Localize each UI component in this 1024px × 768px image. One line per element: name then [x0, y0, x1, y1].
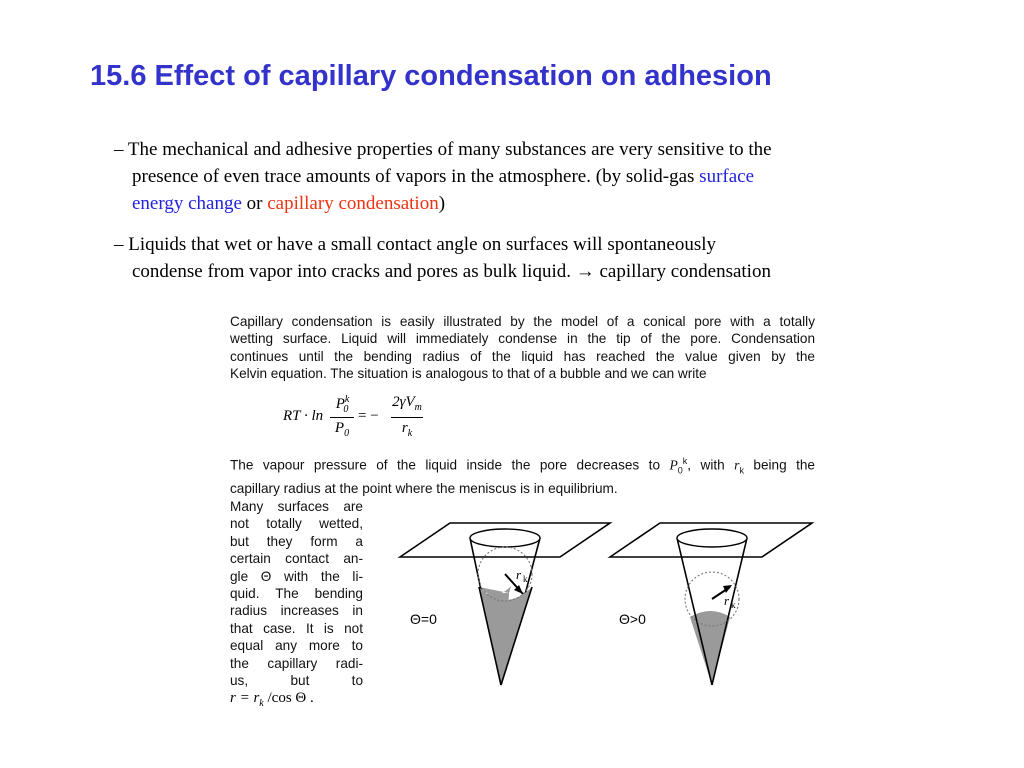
- side-formula-rest: /cos Θ .: [263, 690, 314, 706]
- intro-line: Kelvin equation. The situation is analogous to that of a bubble and we can write: [230, 366, 707, 382]
- equation-rhs-numerator: [391, 394, 423, 413]
- side-line: us, but to: [230, 673, 363, 689]
- conical-pore-diagram: [395, 495, 835, 695]
- figure-intro-paragraph: [230, 313, 815, 383]
- equation-p: P: [335, 396, 345, 412]
- vapour-sup: k: [682, 456, 688, 466]
- or-word: or: [241, 193, 268, 214]
- side-line: radius increases in: [230, 603, 363, 619]
- intro-line: continues until the bending radius of the liquid has reached the value given by the: [230, 348, 815, 364]
- side-line: the capillary radi-: [230, 655, 363, 671]
- vapour-text-c: being the: [743, 457, 815, 473]
- side-line: Many surfaces are: [230, 499, 363, 514]
- side-line: that case. It is not: [230, 620, 363, 636]
- vapour-paragraph: [230, 453, 815, 497]
- side-line: equal any more to: [230, 638, 363, 654]
- radius-label-left: r: [516, 567, 522, 582]
- bullet-1-text: presence of even trace amounts of vapors in the atmosphere. (by solid-gas: [132, 166, 700, 187]
- vapour-text-a: The vapour pressure of the liquid inside the pore decreases to: [230, 457, 670, 473]
- bullet-2: [114, 231, 914, 285]
- cone-rim-right: [677, 529, 747, 547]
- fraction-bar-rhs: [391, 417, 423, 418]
- bullet-2-line-2: condense from vapor into cracks and pores as bulk liquid. → capillary condensation: [132, 261, 771, 282]
- r-symbol: r: [401, 420, 408, 436]
- pore-theta-zero: [400, 523, 610, 685]
- vapour-line-2: capillary radius at the point where the meniscus is in equilibrium.: [230, 480, 618, 496]
- side-paragraph: [230, 498, 363, 689]
- side-formula-r: r = r: [230, 690, 260, 706]
- radius-sub-right: k: [731, 600, 736, 610]
- equation-p0: P: [334, 420, 345, 436]
- bullet-1-line-2: [114, 163, 914, 190]
- bullet-1-line-3: [114, 190, 914, 217]
- side-line: not totally wetted,: [230, 516, 363, 532]
- side-formula: [230, 690, 314, 709]
- label-theta-positive: Θ>0: [619, 611, 646, 627]
- vapour-sub: 0: [677, 465, 683, 476]
- highlight-energy-change: energy change: [132, 193, 242, 214]
- vapour-text-b: , with: [687, 457, 735, 473]
- sub-m: m: [414, 402, 422, 413]
- two-gamma-v: 2γV: [392, 394, 415, 410]
- cone-edge-right-b: [712, 538, 747, 685]
- radius-sub-left: k: [523, 574, 528, 584]
- highlight-surface: surface: [699, 166, 755, 187]
- fraction-bar: [330, 417, 354, 418]
- intro-line: wetting surface. Liquid will immediately condense in the tip of the pore. Condensation: [230, 331, 815, 347]
- vapour-r-sub: k: [739, 465, 744, 476]
- side-line: certain contact an-: [230, 551, 363, 567]
- side-line: but they form a: [230, 533, 363, 549]
- equation-equals: = −: [358, 408, 379, 424]
- sub-0b: 0: [344, 428, 350, 439]
- vapour-line-1: [230, 453, 815, 480]
- label-theta-zero: Θ=0: [410, 611, 437, 627]
- close-paren: ): [438, 193, 446, 214]
- intro-line: Capillary condensation is easily illustrated by the model of a conical pore with a totally: [230, 314, 815, 329]
- equation-denominator: [330, 420, 354, 439]
- side-line: gle Θ with the li-: [230, 568, 363, 584]
- radius-label-right: r: [724, 593, 730, 608]
- bullet-1: [114, 136, 914, 217]
- page-title: 15.6 Effect of capillary condensation on adhesion: [90, 60, 772, 92]
- side-formula-sub: k: [259, 698, 264, 709]
- highlight-capillary-condensation: capillary condensation: [267, 193, 439, 214]
- vapour-p-symbol: P: [669, 457, 678, 473]
- bullet-2-line-1: – Liquids that wet or have a small contact angle on surfaces will spontaneously: [114, 234, 717, 255]
- side-line: quid. The bending: [230, 586, 363, 602]
- sup-k: k: [344, 394, 350, 405]
- bullet-1-line-1: – The mechanical and adhesive properties of many substances are very sensitive to the: [114, 139, 772, 160]
- equation-rhs-denominator: [391, 420, 423, 439]
- cone-rim-left: [470, 529, 540, 547]
- sub-k: k: [407, 428, 413, 439]
- sub-0: 0: [343, 404, 349, 415]
- equation-numerator: [330, 394, 354, 415]
- equation-lhs: RT · ln: [283, 408, 324, 424]
- vapour-r-symbol: r: [734, 457, 740, 473]
- pore-theta-positive: [610, 523, 812, 685]
